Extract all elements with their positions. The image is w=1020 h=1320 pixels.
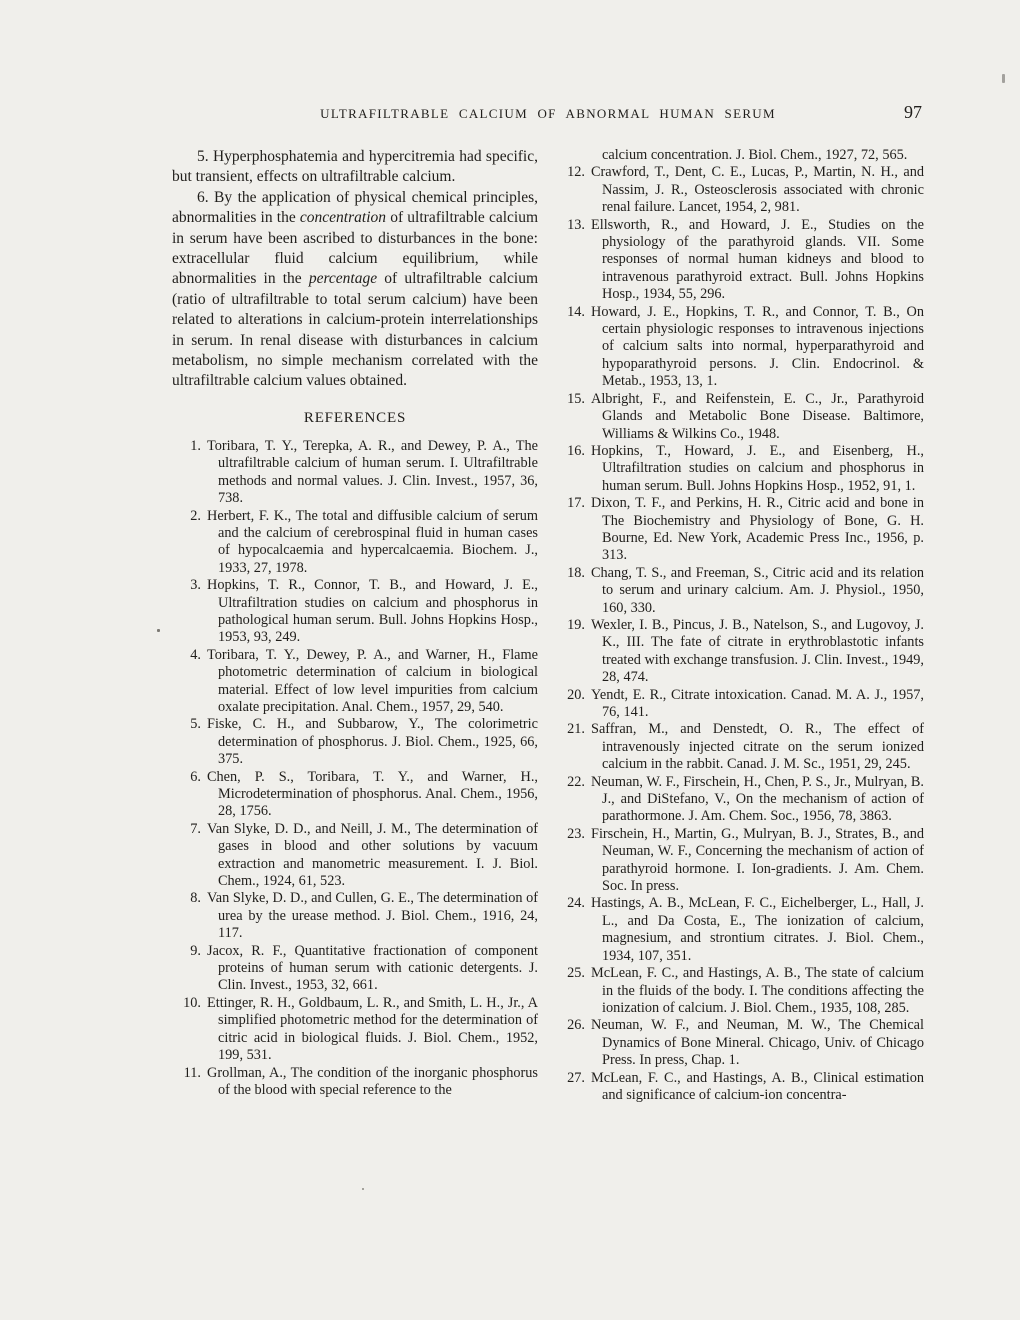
scan-speck bbox=[157, 629, 160, 632]
reference-number: 19. bbox=[567, 616, 585, 633]
reference-number: 1. bbox=[190, 437, 201, 454]
reference-item-4 bbox=[177, 647, 538, 717]
reference-text: Wexler, I. B., Pincus, J. B., Natelson, S., and Lugovoy, J. K., III. The fate of citrate in erythroblastotic infants treated with exchange transfusion. J. Clin. Invest., 1949, 28, 474. bbox=[591, 616, 925, 686]
reference-item-12 bbox=[561, 164, 924, 216]
reference-number: 4. bbox=[190, 646, 201, 663]
reference-number: 8. bbox=[190, 890, 201, 907]
reference-item-5 bbox=[177, 716, 538, 768]
reference-item-6 bbox=[177, 769, 538, 821]
reference-item-17 bbox=[561, 495, 924, 565]
paragraph-6-segment: 6. By the application of physical chemical principles, abnormalities in the bbox=[172, 188, 538, 227]
reference-text: Hopkins, T. R., Connor, T. B., and Howard, J. E., Ultrafiltration studies on calcium and phosphorus in pathological human serum. Bull. Johns Hopkins Hosp., 1953, 93, 249. bbox=[207, 577, 538, 646]
reference-item-7 bbox=[177, 821, 538, 891]
reference-text: Herbert, F. K., The total and diffusible calcium of serum and the calcium of cerebrospinal fluid in human cases of hypocalcaemia and hypercalcaemia. Biochem. J., 1933, 27, 1978. bbox=[207, 507, 538, 576]
reference-item-21 bbox=[561, 721, 924, 773]
reference-number: 25. bbox=[567, 965, 585, 982]
reference-number: 13. bbox=[567, 216, 585, 233]
reference-number: 18. bbox=[567, 564, 585, 581]
reference-item-10 bbox=[177, 995, 538, 1065]
reference-item-16 bbox=[561, 443, 924, 495]
reference-text: Howard, J. E., Hopkins, T. R., and Connor, T. B., On certain physiologic responses to intravenous injections of calcium salts into normal, hyperparathyroid and hypoparathyroid persons. J. Clin. Endocrinol. & Metab., 1953, 13, 1. bbox=[591, 303, 924, 390]
reference-item-18 bbox=[561, 565, 924, 617]
reference-text: Hastings, A. B., McLean, F. C., Eichelberger, L., Hall, J. L., and Da Costa, E., The ionization of calcium, magnesium, and strontium citrates. J. Biol. Chem., 1934, 107, 351. bbox=[591, 895, 924, 964]
reference-item-1 bbox=[177, 438, 538, 508]
reference-text: calcium concentration. J. Biol. Chem., 1927, 72, 565. bbox=[602, 147, 908, 163]
references-list-left bbox=[177, 438, 538, 1099]
reference-text: Neuman, W. F., and Neuman, M. W., The Chemical Dynamics of Bone Mineral. Chicago, Univ. of Chicago Press. In press, Chap. 1. bbox=[591, 1017, 924, 1069]
reference-item-23 bbox=[561, 826, 924, 896]
scan-speck bbox=[1002, 74, 1005, 83]
reference-item-19 bbox=[561, 617, 924, 687]
references-list-right bbox=[561, 147, 924, 1104]
reference-text: Van Slyke, D. D., and Cullen, G. E., The determination of urea by the urease method. J. Biol. Chem., 1916, 24, 117. bbox=[207, 890, 538, 942]
reference-number: 10. bbox=[183, 994, 201, 1011]
reference-text: Yendt, E. R., Citrate intoxication. Canad. M. A. J., 1957, 76, 141. bbox=[591, 686, 924, 720]
reference-number: 26. bbox=[567, 1017, 585, 1034]
paragraph-5: 5. Hyperphosphatemia and hypercitremia had specific, but transient, effects on ultrafiltrable calcium. bbox=[172, 148, 538, 186]
reference-item-27 bbox=[561, 1070, 924, 1105]
reference-item-24 bbox=[561, 895, 924, 965]
reference-number: 12. bbox=[567, 164, 585, 181]
reference-text: Chang, T. S., and Freeman, S., Citric acid and its relation to serum and urinary calcium. Am. J. Physiol., 1950, 160, 330. bbox=[591, 564, 924, 616]
reference-number: 11. bbox=[183, 1064, 201, 1081]
reference-item-13 bbox=[561, 217, 924, 304]
reference-text: Ellsworth, R., and Howard, J. E., Studies on the physiology of the parathyroid glands. VII. Some responses of normal human kidneys and blood to intravenous parathyroid extract. Bull. Johns Hopkins Hosp., 1934, 55, 296. bbox=[591, 216, 924, 303]
reference-item-26 bbox=[561, 1017, 924, 1069]
paragraph-6-italic-word: percentage bbox=[308, 270, 378, 288]
reference-text: Grollman, A., The condition of the inorganic phosphorus of the blood with special reference to the bbox=[207, 1064, 538, 1098]
reference-text: Firschein, H., Martin, G., Mulryan, B. J., Strates, B., and Neuman, W. F., Concerning the mechanism of action of parathyroid hormone. I. Ion-gradients. J. Am. Chem. Soc. In press. bbox=[591, 825, 924, 895]
reference-number: 27. bbox=[567, 1069, 585, 1086]
reference-text: Jacox, R. F., Quantitative fractionation of component proteins of human serum with cationic detergents. J. Clin. Invest., 1953, 32, 661. bbox=[207, 942, 538, 994]
reference-item-9 bbox=[177, 943, 538, 995]
running-head-title: ULTRAFILTRABLE CALCIUM OF ABNORMAL HUMAN SERUM bbox=[320, 106, 776, 121]
reference-number: 23. bbox=[567, 825, 585, 842]
left-column bbox=[172, 147, 538, 1099]
reference-number: 20. bbox=[567, 686, 585, 703]
reference-item-8 bbox=[177, 890, 538, 942]
reference-text: Albright, F., and Reifenstein, E. C., Jr., Parathyroid Glands and Metabolic Bone Disease. Baltimore, Williams & Wilkins Co., 1948. bbox=[591, 390, 924, 442]
reference-number: 9. bbox=[190, 942, 201, 959]
reference-item-25 bbox=[561, 965, 924, 1017]
reference-text: McLean, F. C., and Hastings, A. B., The state of calcium in the fluids of the body. I. The conditions affecting the ionization of calcium. J. Biol. Chem., 1935, 108, 285. bbox=[591, 965, 924, 1016]
reference-item-20 bbox=[561, 687, 924, 722]
reference-text: Crawford, T., Dent, C. E., Lucas, P., Martin, N. H., and Nassim, J. R., Osteosclerosis associated with chronic renal failure. Lancet, 1954, 2, 981. bbox=[591, 164, 924, 216]
reference-text: Ettinger, R. H., Goldbaum, L. R., and Smith, L. H., Jr., A simplified photometric method for the determination of citric acid in biological fluids. J. Biol. Chem., 1952, 199, 531. bbox=[207, 994, 538, 1064]
reference-text: Toribara, T. Y., Dewey, P. A., and Warner, H., Flame photometric determination of calcium in biological material. Effect of low level impurities from calcium oxalate precipitation. Anal. Chem., 1957, 29, 540. bbox=[207, 646, 538, 715]
reference-item-22 bbox=[561, 774, 924, 826]
reference-number: 17. bbox=[567, 495, 585, 512]
reference-number: 15. bbox=[567, 390, 585, 407]
reference-number: 16. bbox=[567, 442, 585, 459]
paragraph-6-italic-word: concentration bbox=[299, 209, 387, 227]
paragraph-6-segment: of ultrafiltrable calcium (ratio of ultrafiltrable to total serum calcium) have been related to alterations in calcium-protein interrelationships in serum. In renal disease with disturbances in calcium metabolism, no simple mechanism correlated with the ultrafiltrable calcium values obtained. bbox=[172, 270, 538, 390]
reference-number: 7. bbox=[190, 820, 201, 837]
reference-text: Hopkins, T., Howard, J. E., and Eisenberg, H., Ultrafiltration studies on calcium and phosphorus in human serum. Bull. Johns Hopkins Hosp., 1952, 91, 1. bbox=[591, 442, 924, 494]
reference-number: 24. bbox=[567, 895, 585, 912]
reference-number: 22. bbox=[567, 773, 585, 790]
reference-item-2 bbox=[177, 508, 538, 578]
reference-number: 3. bbox=[190, 577, 201, 594]
scan-speck bbox=[362, 1188, 364, 1190]
references-heading: REFERENCES bbox=[303, 409, 407, 426]
reference-number: 6. bbox=[190, 768, 201, 785]
paragraph-6 bbox=[172, 188, 538, 392]
reference-item-11-continuation bbox=[561, 147, 924, 164]
page-number: 97 bbox=[904, 102, 922, 122]
reference-number: 14. bbox=[567, 303, 585, 320]
reference-item-11 bbox=[177, 1065, 538, 1100]
paragraph-6-segment: of ultrafiltrable calcium in serum have been ascribed to disturbances in the bone: extracellular fluid calcium equilibrium, while abnormalities in the bbox=[172, 209, 539, 288]
reference-text: Neuman, W. F., Firschein, H., Chen, P. S., Jr., Mulryan, B. J., and DiStefano, V., On the mechanism of action of parathormone. J. Am. Chem. Soc., 1956, 78, 3863. bbox=[591, 773, 924, 825]
reference-text: Van Slyke, D. D., and Neill, J. M., The determination of gases in blood and other solutions by vacuum extraction and manometric measurement. I. J. Biol. Chem., 1924, 61, 523. bbox=[207, 820, 538, 890]
reference-number: 21. bbox=[567, 721, 585, 738]
reference-text: McLean, F. C., and Hastings, A. B., Clinical estimation and significance of calcium-ion concentra- bbox=[591, 1069, 924, 1103]
reference-item-14 bbox=[561, 304, 924, 391]
reference-text: Dixon, T. F., and Perkins, H. R., Citric acid and bone in The Biochemistry and Physiology of Bone, G. H. Bourne, Ed. New York, Academic Press Inc., 1956, p. 313. bbox=[591, 495, 924, 564]
reference-item-15 bbox=[561, 391, 924, 443]
reference-number: 5. bbox=[190, 716, 201, 733]
reference-text: Fiske, C. H., and Subbarow, Y., The colorimetric determination of phosphorus. J. Biol. Chem., 1925, 66, 375. bbox=[207, 716, 538, 768]
reference-text: Saffran, M., and Denstedt, O. R., The effect of intravenously injected citrate on the serum ionized calcium in the rabbit. Canad. J. M. Sc., 1951, 29, 245. bbox=[591, 721, 924, 773]
reference-item-3 bbox=[177, 577, 538, 647]
reference-text: Toribara, T. Y., Terepka, A. R., and Dewey, P. A., The ultrafiltrable calcium of human serum. I. Ultrafiltrable methods and normal values. J. Clin. Invest., 1957, 36, 738. bbox=[207, 437, 538, 507]
reference-text: Chen, P. S., Toribara, T. Y., and Warner, H., Microdetermination of phosphorus. Anal. Chem., 1956, 28, 1756. bbox=[207, 768, 538, 820]
running-head bbox=[172, 102, 924, 122]
reference-number: 2. bbox=[190, 507, 201, 524]
right-column bbox=[556, 147, 924, 1104]
